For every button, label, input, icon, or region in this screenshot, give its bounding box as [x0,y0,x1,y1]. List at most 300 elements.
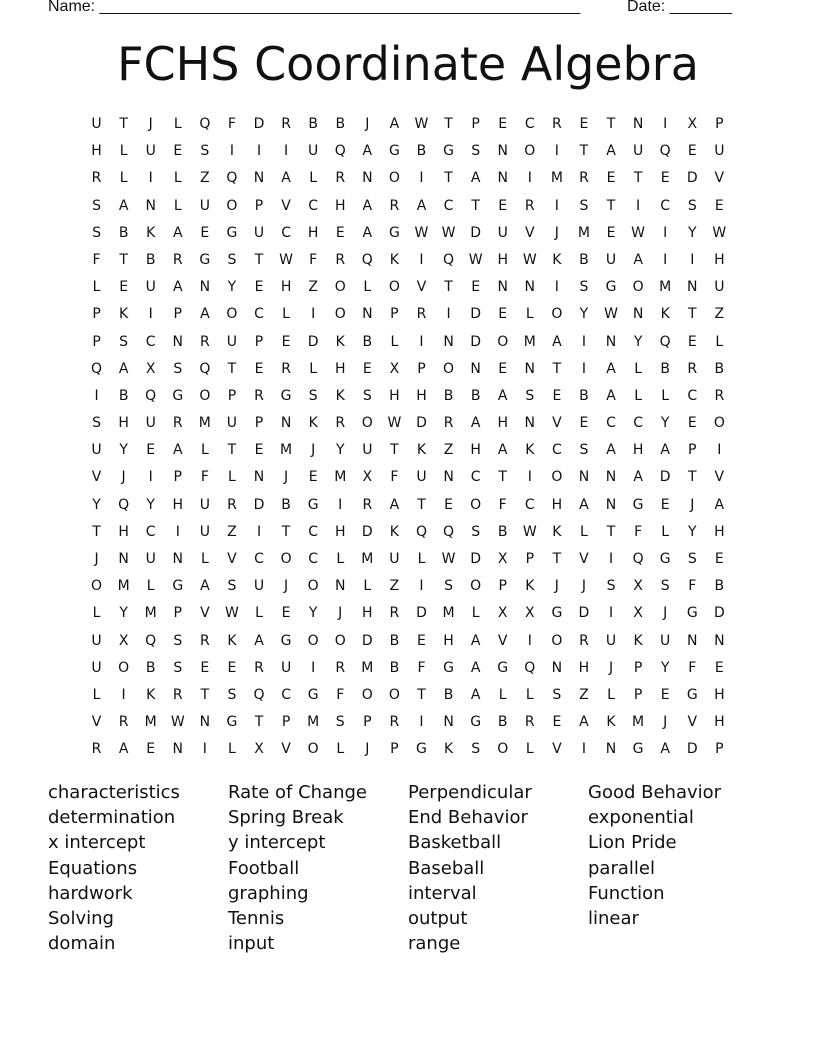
grid-letter[interactable]: U [199,197,210,214]
grid-letter[interactable]: I [148,306,153,323]
grid-letter[interactable]: R [524,197,535,214]
grid-letter[interactable]: D [470,306,482,323]
grid-letter[interactable]: P [498,578,507,595]
grid-letter[interactable]: Z [200,170,210,187]
grid-letter[interactable]: N [687,632,698,649]
grid-letter[interactable]: D [686,170,698,187]
grid-letter[interactable]: M [307,714,320,731]
grid-letter[interactable]: B [362,333,373,350]
grid-letter[interactable]: O [199,387,211,404]
grid-letter[interactable]: X [145,360,156,377]
grid-letter[interactable]: C [633,415,643,432]
grid-letter[interactable]: K [552,251,562,268]
grid-letter[interactable]: I [663,224,668,241]
grid-letter[interactable]: T [444,279,453,296]
grid-letter[interactable]: E [254,279,264,296]
grid-letter[interactable]: B [579,387,589,404]
grid-letter[interactable]: G [605,279,617,296]
grid-letter[interactable]: T [119,116,128,132]
grid-letter[interactable]: N [443,469,454,486]
grid-letter[interactable]: E [660,686,670,703]
grid-letter[interactable]: X [389,360,400,377]
grid-letter[interactable]: Q [199,360,211,377]
grid-letter[interactable]: N [253,469,265,486]
grid-letter[interactable]: B [335,116,346,132]
grid-letter[interactable]: I [581,333,587,350]
grid-letter[interactable]: I [338,496,343,513]
grid-letter[interactable]: N [280,415,292,432]
grid-letter[interactable]: O [91,578,103,595]
grid-letter[interactable]: J [365,116,370,132]
grid-letter[interactable]: N [605,333,617,350]
grid-letter[interactable]: H [551,496,563,513]
grid-letter[interactable]: S [471,143,481,160]
grid-letter[interactable]: S [92,197,101,214]
grid-letter[interactable]: N [524,415,536,432]
grid-letter[interactable]: E [498,197,508,214]
grid-letter[interactable]: K [633,632,643,649]
grid-letter[interactable]: Z [714,306,725,323]
grid-letter[interactable]: N [524,360,536,377]
grid-letter[interactable]: I [581,360,587,377]
grid-letter[interactable]: I [690,251,695,268]
grid-letter[interactable]: E [498,116,508,132]
grid-letter[interactable]: G [470,714,482,731]
grid-letter[interactable]: L [363,578,372,595]
grid-letter[interactable]: H [714,251,725,268]
grid-letter[interactable]: B [118,224,129,241]
grid-letter[interactable]: C [281,224,291,241]
grid-letter[interactable]: S [200,143,210,160]
grid-letter[interactable]: K [335,333,345,350]
grid-letter[interactable]: G [388,224,400,241]
grid-letter[interactable]: E [200,659,210,676]
grid-letter[interactable]: A [579,496,589,513]
grid-letter[interactable]: A [362,224,373,241]
grid-letter[interactable]: N [578,469,590,486]
grid-letter[interactable]: A [552,333,562,350]
grid-letter[interactable]: N [362,306,373,323]
grid-letter[interactable]: F [498,496,507,513]
grid-letter[interactable]: W [414,224,429,241]
grid-letter[interactable]: J [581,578,587,595]
grid-letter[interactable]: L [634,360,642,377]
name-field[interactable]: Name: ______________________________________________________ [48,0,581,15]
grid-letter[interactable]: H [307,224,319,241]
grid-letter[interactable]: E [579,415,589,432]
grid-letter[interactable]: U [497,224,508,241]
grid-letter[interactable]: V [552,415,562,432]
grid-letter[interactable]: O [361,415,373,432]
grid-letter[interactable]: W [522,523,537,540]
grid-letter[interactable]: B [145,659,156,676]
grid-letter[interactable]: M [659,279,672,296]
grid-letter[interactable]: S [119,333,129,350]
grid-letter[interactable]: M [280,442,293,459]
grid-letter[interactable]: U [91,659,102,676]
grid-letter[interactable]: I [527,469,532,486]
grid-letter[interactable]: J [690,496,695,513]
grid-letter[interactable]: R [254,387,264,404]
grid-letter[interactable]: R [91,170,102,187]
grid-letter[interactable]: U [280,659,292,676]
grid-letter[interactable]: O [307,578,319,595]
grid-letter[interactable]: X [497,605,508,622]
grid-letter[interactable]: T [444,170,453,187]
grid-letter[interactable]: A [633,251,643,268]
grid-letter[interactable]: O [551,469,563,486]
grid-letter[interactable]: L [634,387,642,404]
grid-letter[interactable]: I [554,197,559,214]
grid-letter[interactable]: A [416,197,427,214]
grid-letter[interactable]: L [498,686,507,703]
grid-letter[interactable]: Q [199,116,211,132]
grid-letter[interactable]: S [362,387,372,404]
grid-letter[interactable]: A [200,578,210,595]
grid-letter[interactable]: H [578,659,590,676]
grid-letter[interactable]: L [417,551,426,567]
grid-letter[interactable]: M [523,333,536,350]
grid-letter[interactable]: N [172,551,184,567]
grid-letter[interactable]: N [497,279,508,296]
grid-letter[interactable]: U [91,442,102,459]
grid-letter[interactable]: R [254,659,264,676]
grid-letter[interactable]: E [308,469,318,486]
grid-letter[interactable]: A [470,170,481,187]
grid-letter[interactable]: O [497,741,509,758]
grid-letter[interactable]: H [497,415,508,432]
grid-letter[interactable]: W [604,306,618,323]
grid-letter[interactable]: Y [146,496,155,513]
grid-letter[interactable]: N [443,714,454,731]
grid-letter[interactable]: V [687,714,698,731]
grid-letter[interactable]: H [280,279,292,296]
grid-letter[interactable]: A [606,143,616,160]
grid-letter[interactable]: I [311,306,316,323]
grid-letter[interactable]: H [334,523,346,540]
grid-letter[interactable]: V [416,279,427,296]
grid-letter[interactable]: R [687,360,698,377]
grid-letter[interactable]: K [606,714,616,731]
grid-letter[interactable]: B [389,632,400,649]
grid-letter[interactable]: O [388,170,400,187]
grid-letter[interactable]: L [309,170,318,187]
grid-letter[interactable]: S [579,197,589,214]
grid-letter[interactable]: B [416,143,427,160]
grid-letter[interactable]: B [118,387,129,404]
grid-letter[interactable]: R [389,605,400,622]
grid-letter[interactable]: C [524,116,535,132]
grid-letter[interactable]: P [281,714,291,731]
grid-letter[interactable]: V [200,605,210,622]
grid-letter[interactable]: R [281,116,291,132]
grid-letter[interactable]: P [390,741,399,758]
grid-letter[interactable]: T [579,143,589,160]
grid-letter[interactable]: Z [227,523,237,540]
grid-letter[interactable]: K [146,224,156,241]
grid-letter[interactable]: I [148,170,153,187]
grid-letter[interactable]: W [441,551,456,567]
grid-letter[interactable]: A [172,224,183,241]
grid-letter[interactable]: M [442,605,455,622]
grid-letter[interactable]: B [714,360,725,377]
grid-letter[interactable]: L [228,469,236,486]
grid-letter[interactable]: I [256,523,262,540]
grid-letter[interactable]: U [91,116,102,132]
grid-letter[interactable]: T [633,170,643,187]
grid-letter[interactable]: N [714,632,725,649]
grid-letter[interactable]: Z [389,578,400,595]
grid-letter[interactable]: P [525,551,535,567]
grid-letter[interactable]: Q [659,143,671,160]
grid-letter[interactable]: X [254,741,264,758]
grid-letter[interactable]: C [281,686,291,703]
grid-letter[interactable]: U [362,442,373,459]
grid-letter[interactable]: V [227,551,237,567]
grid-letter[interactable]: J [365,741,370,758]
grid-letter[interactable]: S [92,224,101,241]
grid-letter[interactable]: H [91,143,102,160]
grid-letter[interactable]: I [636,197,641,214]
grid-letter[interactable]: P [92,306,101,323]
grid-letter[interactable]: C [443,197,454,214]
grid-letter[interactable]: A [606,387,616,404]
grid-letter[interactable]: A [172,442,183,459]
grid-letter[interactable]: O [470,496,482,513]
grid-letter[interactable]: A [470,415,481,432]
grid-letter[interactable]: Q [632,551,644,567]
grid-letter[interactable]: N [605,469,617,486]
grid-letter[interactable]: R [227,496,237,513]
grid-letter[interactable]: C [606,415,616,432]
grid-letter[interactable]: F [200,469,209,486]
grid-letter[interactable]: F [390,469,399,486]
grid-letter[interactable]: L [390,333,399,350]
grid-letter[interactable]: O [307,741,319,758]
grid-letter[interactable]: S [227,578,237,595]
grid-letter[interactable]: D [307,333,319,350]
grid-letter[interactable]: Q [443,523,455,540]
grid-letter[interactable]: U [91,632,102,649]
grid-letter[interactable]: I [175,523,180,540]
grid-letter[interactable]: R [335,170,346,187]
grid-letter[interactable]: I [527,170,532,187]
grid-letter[interactable]: A [389,496,400,513]
grid-letter[interactable]: R [172,415,183,432]
grid-letter[interactable]: E [254,360,264,377]
grid-letter[interactable]: E [660,170,670,187]
grid-letter[interactable]: A [497,442,508,459]
grid-letter[interactable]: B [497,523,508,540]
grid-letter[interactable]: L [92,605,101,622]
grid-letter[interactable]: N [470,360,481,377]
grid-letter[interactable]: F [634,523,643,540]
grid-letter[interactable]: I [419,333,424,350]
grid-letter[interactable]: Y [227,279,237,296]
grid-letter[interactable]: X [687,116,698,132]
grid-letter[interactable]: T [606,197,616,214]
grid-letter[interactable]: K [416,442,427,459]
grid-letter[interactable]: A [470,632,481,649]
grid-letter[interactable]: L [363,279,372,296]
grid-letter[interactable]: U [605,632,617,649]
grid-letter[interactable]: A [660,442,670,459]
grid-letter[interactable]: A [172,279,183,296]
grid-letter[interactable]: A [118,360,129,377]
grid-letter[interactable]: B [714,578,725,595]
grid-letter[interactable]: I [419,578,424,595]
grid-letter[interactable]: W [712,224,727,241]
grid-letter[interactable]: L [336,551,345,567]
grid-letter[interactable]: G [686,686,698,703]
grid-letter[interactable]: P [173,306,182,323]
grid-letter[interactable]: X [362,469,373,486]
grid-letter[interactable]: B [281,496,291,513]
grid-letter[interactable]: E [173,143,183,160]
grid-letter[interactable]: U [714,279,725,296]
grid-letter[interactable]: O [226,197,238,214]
grid-letter[interactable]: E [552,714,562,731]
grid-letter[interactable]: N [172,741,184,758]
grid-letter[interactable]: S [552,686,562,703]
grid-letter[interactable]: S [606,578,616,595]
grid-letter[interactable]: N [632,116,644,132]
grid-letter[interactable]: L [92,686,101,703]
grid-letter[interactable]: E [335,224,345,241]
grid-letter[interactable]: P [173,605,182,622]
grid-letter[interactable]: I [419,170,424,187]
grid-letter[interactable]: Y [687,224,697,241]
grid-letter[interactable]: C [254,551,264,567]
grid-letter[interactable]: S [335,714,345,731]
grid-letter[interactable]: E [498,306,508,323]
grid-letter[interactable]: I [663,251,668,268]
grid-letter[interactable]: Q [415,523,427,540]
grid-letter[interactable]: M [361,551,374,567]
grid-letter[interactable]: O [226,306,238,323]
grid-letter[interactable]: N [632,306,644,323]
grid-letter[interactable]: A [606,442,616,459]
grid-letter[interactable]: O [388,279,400,296]
grid-letter[interactable]: G [280,632,292,649]
grid-letter[interactable]: C [308,197,319,214]
grid-letter[interactable]: R [335,415,346,432]
grid-letter[interactable]: Q [145,387,157,404]
grid-letter[interactable]: E [498,360,508,377]
grid-letter[interactable]: S [579,442,589,459]
grid-letter[interactable]: H [497,251,508,268]
grid-letter[interactable]: V [91,469,102,486]
grid-letter[interactable]: L [309,360,318,377]
grid-letter[interactable]: J [554,224,559,241]
grid-letter[interactable]: J [663,605,668,622]
grid-letter[interactable]: D [416,415,427,432]
grid-letter[interactable]: O [280,551,292,567]
grid-letter[interactable]: O [497,333,509,350]
grid-letter[interactable]: M [577,224,590,241]
grid-letter[interactable]: R [714,387,725,404]
grid-letter[interactable]: R [579,170,589,187]
grid-letter[interactable]: R [389,197,400,214]
grid-letter[interactable]: H [334,360,346,377]
grid-letter[interactable]: Y [335,442,345,459]
grid-letter[interactable]: Y [687,523,697,540]
grid-letter[interactable]: N [687,279,698,296]
grid-letter[interactable]: W [522,251,537,268]
grid-letter[interactable]: M [144,605,157,622]
grid-letter[interactable]: T [552,360,562,377]
grid-letter[interactable]: Q [659,333,671,350]
grid-letter[interactable]: U [199,496,210,513]
grid-letter[interactable]: T [390,442,399,459]
grid-letter[interactable]: T [444,116,453,132]
grid-letter[interactable]: I [256,143,262,160]
grid-letter[interactable]: O [334,306,346,323]
grid-letter[interactable]: E [281,333,291,350]
grid-letter[interactable]: H [416,387,427,404]
grid-letter[interactable]: D [470,551,482,567]
grid-letter[interactable]: G [226,224,238,241]
grid-letter[interactable]: W [170,714,185,731]
grid-letter[interactable]: T [606,523,616,540]
grid-letter[interactable]: D [470,333,482,350]
grid-letter[interactable]: C [254,306,264,323]
grid-letter[interactable]: S [308,387,318,404]
grid-letter[interactable]: S [471,523,481,540]
grid-letter[interactable]: H [334,197,346,214]
grid-letter[interactable]: R [199,333,210,350]
grid-letter[interactable]: V [552,741,562,758]
grid-letter[interactable]: U [145,551,156,567]
grid-letter[interactable]: P [173,469,182,486]
grid-letter[interactable]: S [579,279,589,296]
grid-letter[interactable]: F [688,659,697,676]
grid-letter[interactable]: K [660,306,670,323]
grid-letter[interactable]: G [307,496,319,513]
grid-letter[interactable]: Q [145,632,157,649]
grid-letter[interactable]: D [361,523,373,540]
grid-letter[interactable]: L [282,306,290,323]
grid-letter[interactable]: O [551,306,563,323]
grid-letter[interactable]: I [527,632,532,649]
grid-letter[interactable]: J [338,605,343,622]
grid-letter[interactable]: K [335,387,345,404]
grid-letter[interactable]: J [608,659,614,676]
grid-letter[interactable]: E [417,632,426,649]
grid-letter[interactable]: B [389,659,400,676]
grid-letter[interactable]: J [311,442,316,459]
grid-letter[interactable]: P [633,686,643,703]
grid-letter[interactable]: K [146,686,156,703]
grid-letter[interactable]: Z [579,686,589,703]
grid-letter[interactable]: L [173,170,182,187]
grid-letter[interactable]: E [471,279,481,296]
grid-letter[interactable]: Y [308,605,318,622]
grid-letter[interactable]: W [279,251,293,268]
grid-letter[interactable]: D [578,605,590,622]
grid-letter[interactable]: G [443,659,454,676]
grid-letter[interactable]: N [145,197,156,214]
grid-letter[interactable]: N [605,741,617,758]
grid-letter[interactable]: A [118,197,129,214]
grid-letter[interactable]: Q [226,170,238,187]
grid-letter[interactable]: I [554,143,559,160]
grid-letter[interactable]: C [524,496,535,513]
grid-letter[interactable]: I [419,714,424,731]
grid-letter[interactable]: X [633,605,643,622]
grid-letter[interactable]: P [471,116,480,132]
grid-letter[interactable]: N [605,496,617,513]
